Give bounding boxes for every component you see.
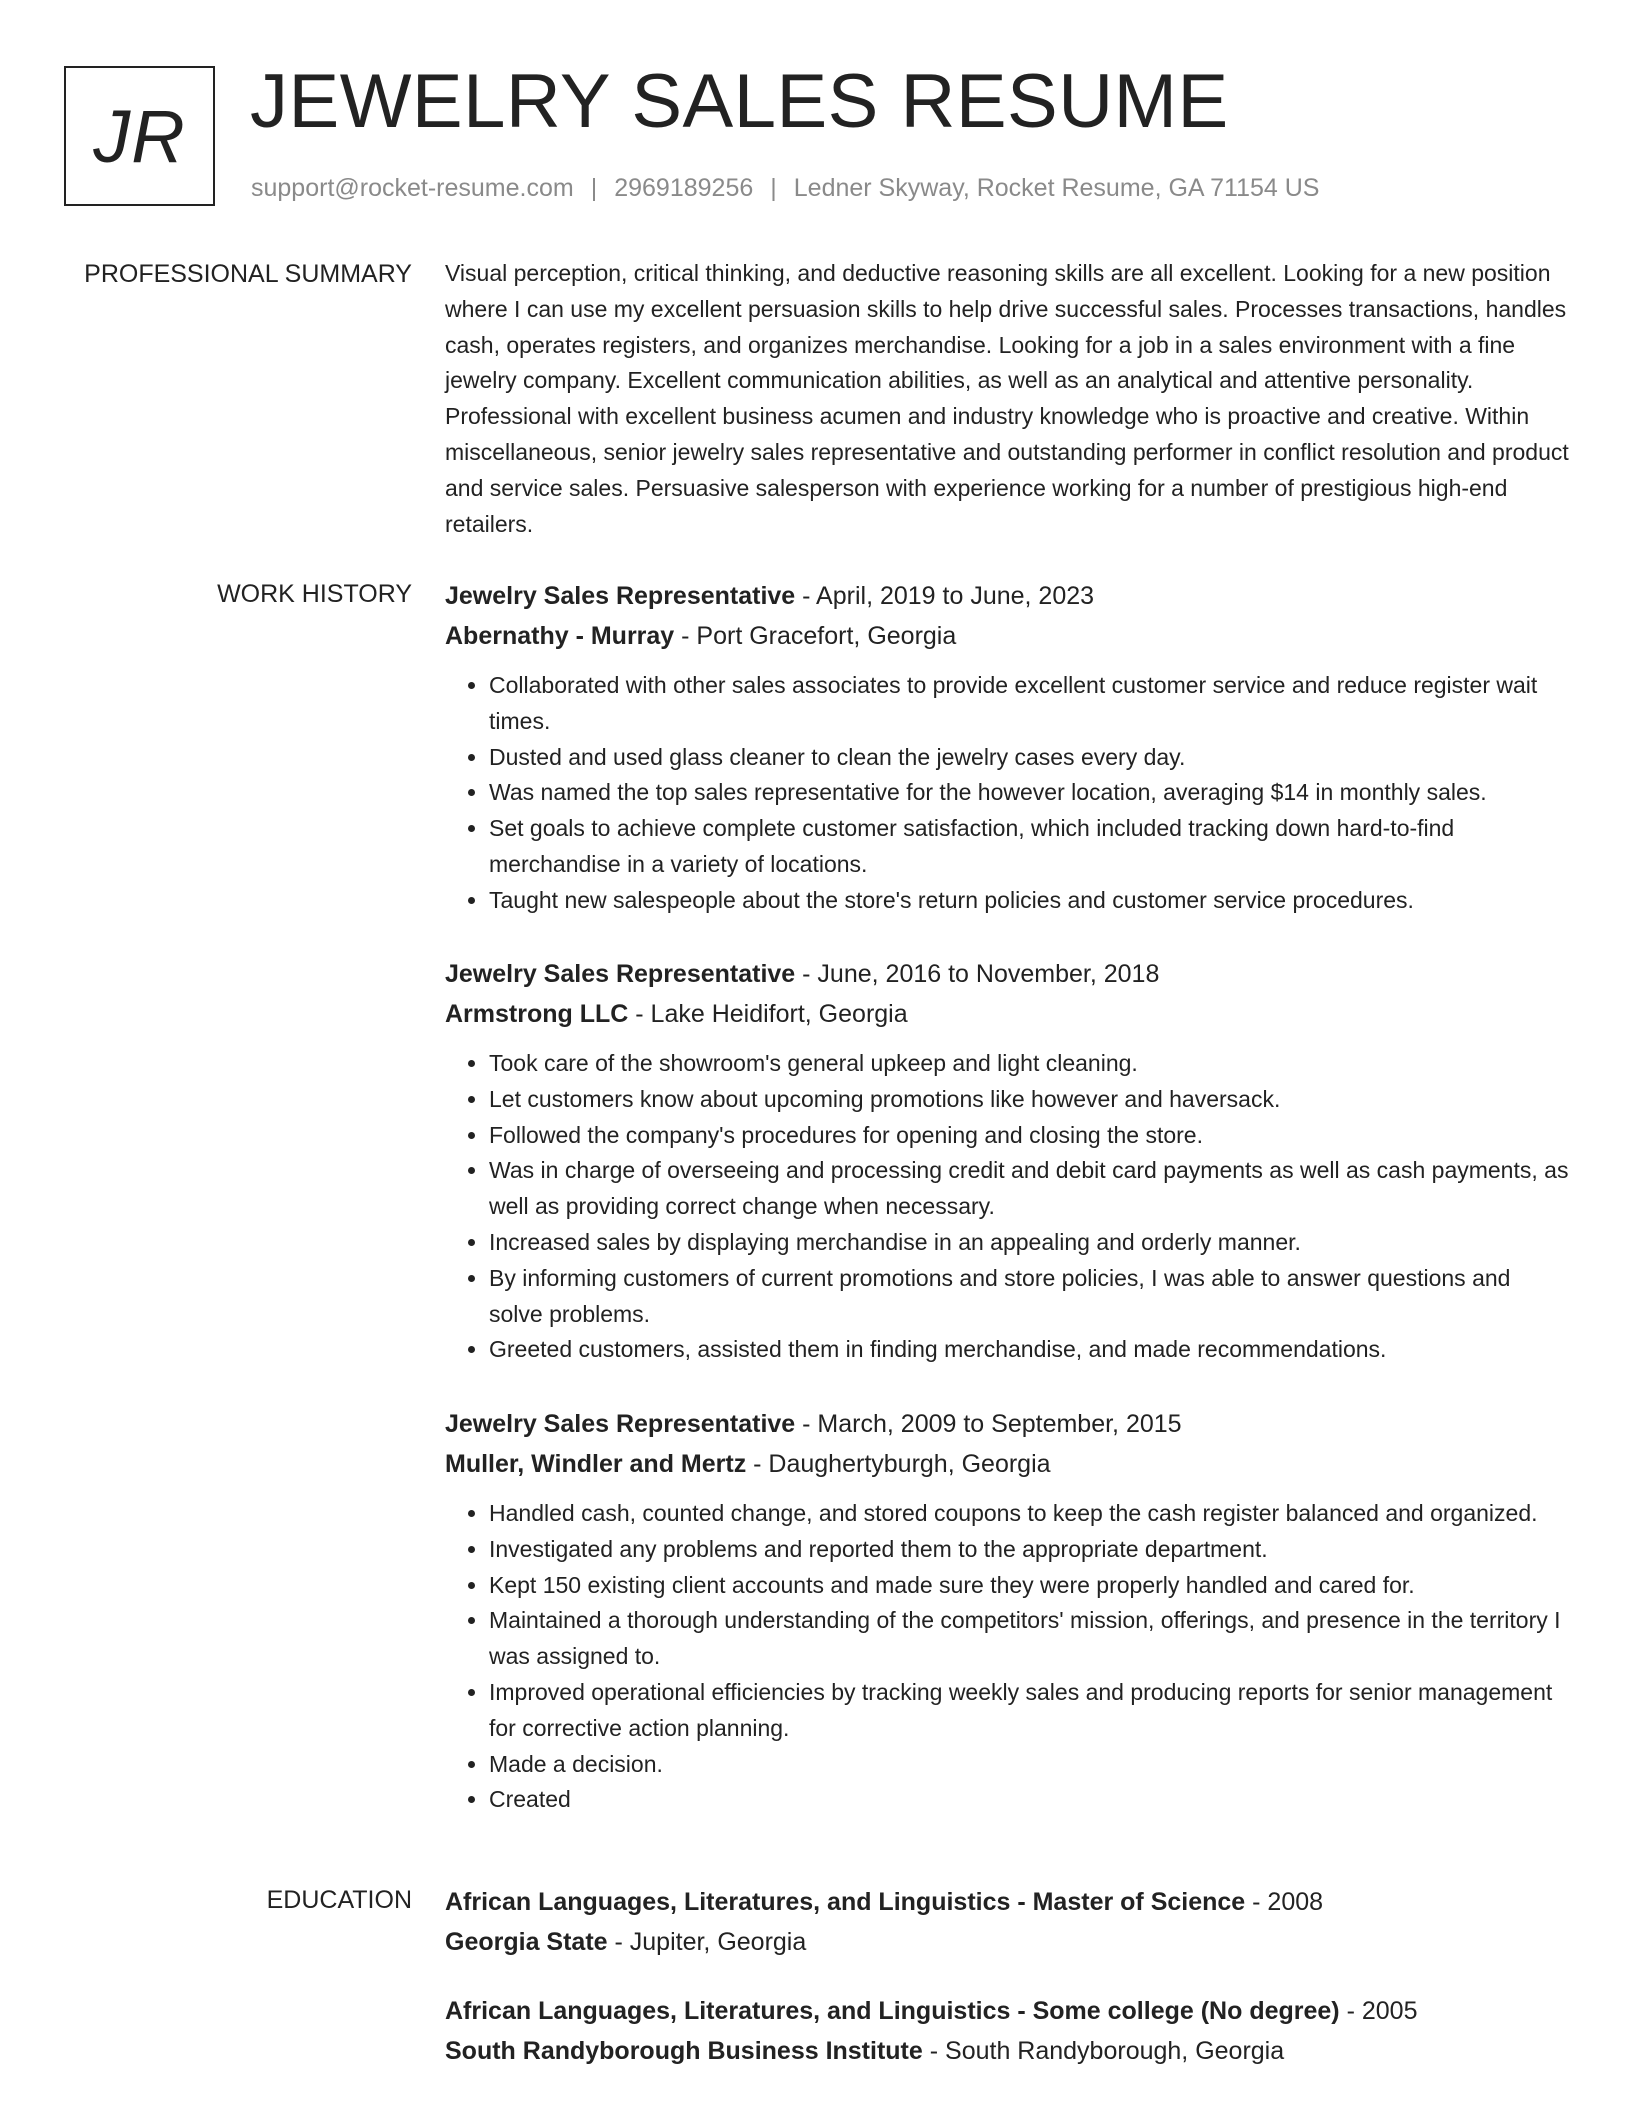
job-bullet: • Greeted customers, assisted them in finding merchandise, and made recommendations. xyxy=(489,1332,1570,1368)
job-location: - Lake Heidifort, Georgia xyxy=(628,1000,908,1028)
summary-body xyxy=(445,256,1570,542)
education-degree: African Languages, Literatures, and Linguistics - Master of Science xyxy=(445,1888,1246,1916)
contact-separator: | xyxy=(590,174,598,202)
education-year: - 2008 xyxy=(1245,1888,1324,1916)
education-school-line xyxy=(445,1922,1570,1962)
job-bullet: • Collaborated with other sales associates to provide excellent customer service and reduce register wait times. xyxy=(489,668,1570,740)
job-bullet: • Created xyxy=(489,1782,1570,1818)
summary-text: Visual perception, critical thinking, and deductive reasoning skills are all excellent. Looking for a new position where I can use my excellent persuasion skills to help drive successful sales. Processes transactions, handles cash, operates registers, and organizes merchandise. Looking for a job in a sales environment with a fine jewelry company. Excellent communication abilities, as well as an analytical and attentive personality. Professional with excellent business acumen and industry knowledge who is proactive and creative. Within miscellaneous, senior jewelry sales representative and outstanding performer in conflict resolution and product and service sales. Persuasive salesperson with experience working for a number of prestigious high-end retailers. xyxy=(445,260,1569,537)
job-dates: - April, 2019 to June, 2023 xyxy=(795,582,1095,610)
contact-line xyxy=(251,174,1320,203)
job-bullet: • Kept 150 existing client accounts and made sure they were properly handled and cared for. xyxy=(489,1568,1570,1604)
contact-email: support@rocket-resume.com xyxy=(251,174,574,202)
job-company: Abernathy - Murray xyxy=(445,622,675,650)
education-school: South Randyborough Business Institute xyxy=(445,2037,923,2065)
education-entry xyxy=(445,1882,1570,1991)
education-location: - South Randyborough, Georgia xyxy=(922,2037,1285,2065)
job-bullet: • Was named the top sales representative for the however location, averaging $14 in monthly sales. xyxy=(489,775,1570,811)
job-entry xyxy=(445,1404,1570,1818)
job-dates: - March, 2009 to September, 2015 xyxy=(795,1410,1182,1438)
job-bullet: • Taught new salespeople about the store's return policies and customer service procedures. xyxy=(489,883,1570,919)
job-location: - Port Gracefort, Georgia xyxy=(674,622,957,650)
job-bullet: • Improved operational efficiencies by tracking weekly sales and producing reports for senior management for corrective action planning. xyxy=(489,1675,1570,1747)
section-label-work-history: WORK HISTORY xyxy=(217,580,412,608)
job-dates: - June, 2016 to November, 2018 xyxy=(795,960,1160,988)
job-title-line xyxy=(445,576,1570,616)
job-bullet: • Investigated any problems and reported them to the appropriate department. xyxy=(489,1532,1570,1568)
job-bullets xyxy=(445,1046,1570,1368)
job-bullet: • Took care of the showroom's general upkeep and light cleaning. xyxy=(489,1046,1570,1082)
job-bullet: • Increased sales by displaying merchandise in an appealing and orderly manner. xyxy=(489,1225,1570,1261)
education-location: - Jupiter, Georgia xyxy=(607,1928,807,1956)
education-school: Georgia State xyxy=(445,1928,608,1956)
job-title: Jewelry Sales Representative xyxy=(445,1410,796,1438)
job-title: Jewelry Sales Representative xyxy=(445,960,796,988)
monogram-badge: JR xyxy=(64,66,215,206)
education-degree-line xyxy=(445,1991,1570,2031)
education-entry xyxy=(445,1991,1570,2071)
job-bullets xyxy=(445,668,1570,919)
education-degree-line xyxy=(445,1882,1570,1922)
contact-address: Ledner Skyway, Rocket Resume, GA 71154 US xyxy=(793,174,1320,202)
job-company-line xyxy=(445,616,1570,656)
job-title-line xyxy=(445,1404,1570,1444)
education-degree: African Languages, Literatures, and Linguistics - Some college (No degree) xyxy=(445,1997,1340,2025)
job-bullet: • Dusted and used glass cleaner to clean the jewelry cases every day. xyxy=(489,740,1570,776)
education-body xyxy=(445,1882,1570,2071)
job-bullet: • By informing customers of current promotions and store policies, I was able to answer questions and solve problems. xyxy=(489,1261,1570,1333)
job-bullet: • Set goals to achieve complete customer satisfaction, which included tracking down hard-to-find merchandise in a variety of locations. xyxy=(489,811,1570,883)
section-label-education: EDUCATION xyxy=(266,1886,412,1914)
job-bullet: • Made a decision. xyxy=(489,1747,1570,1783)
job-entry xyxy=(445,576,1570,954)
job-company: Armstrong LLC xyxy=(445,1000,629,1028)
job-bullet: • Handled cash, counted change, and stored coupons to keep the cash register balanced and organized. xyxy=(489,1496,1570,1532)
job-bullet: • Followed the company's procedures for opening and closing the store. xyxy=(489,1118,1570,1154)
job-bullet: • Maintained a thorough understanding of the competitors' mission, offerings, and presence in the territory I was assigned to. xyxy=(489,1603,1570,1675)
education-school-line xyxy=(445,2031,1570,2071)
job-bullet: • Was in charge of overseeing and processing credit and debit card payments as well as cash payments, as well as providing correct change when necessary. xyxy=(489,1153,1570,1225)
job-bullet: • Let customers know about upcoming promotions like however and haversack. xyxy=(489,1082,1570,1118)
job-company-line xyxy=(445,994,1570,1034)
job-title: Jewelry Sales Representative xyxy=(445,582,796,610)
contact-phone: 2969189256 xyxy=(614,174,754,202)
job-bullets xyxy=(445,1496,1570,1818)
education-year: - 2005 xyxy=(1339,1997,1418,2025)
job-company-line xyxy=(445,1444,1570,1484)
section-label-summary: PROFESSIONAL SUMMARY xyxy=(84,260,412,288)
job-title-line xyxy=(445,954,1570,994)
job-location: - Daughertyburgh, Georgia xyxy=(746,1450,1051,1478)
job-company: Muller, Windler and Mertz xyxy=(445,1450,747,1478)
contact-separator: | xyxy=(770,174,777,202)
work-history-body xyxy=(445,576,1570,1818)
job-entry xyxy=(445,954,1570,1404)
resume-title: JEWELRY SALES RESUME xyxy=(250,59,1229,144)
